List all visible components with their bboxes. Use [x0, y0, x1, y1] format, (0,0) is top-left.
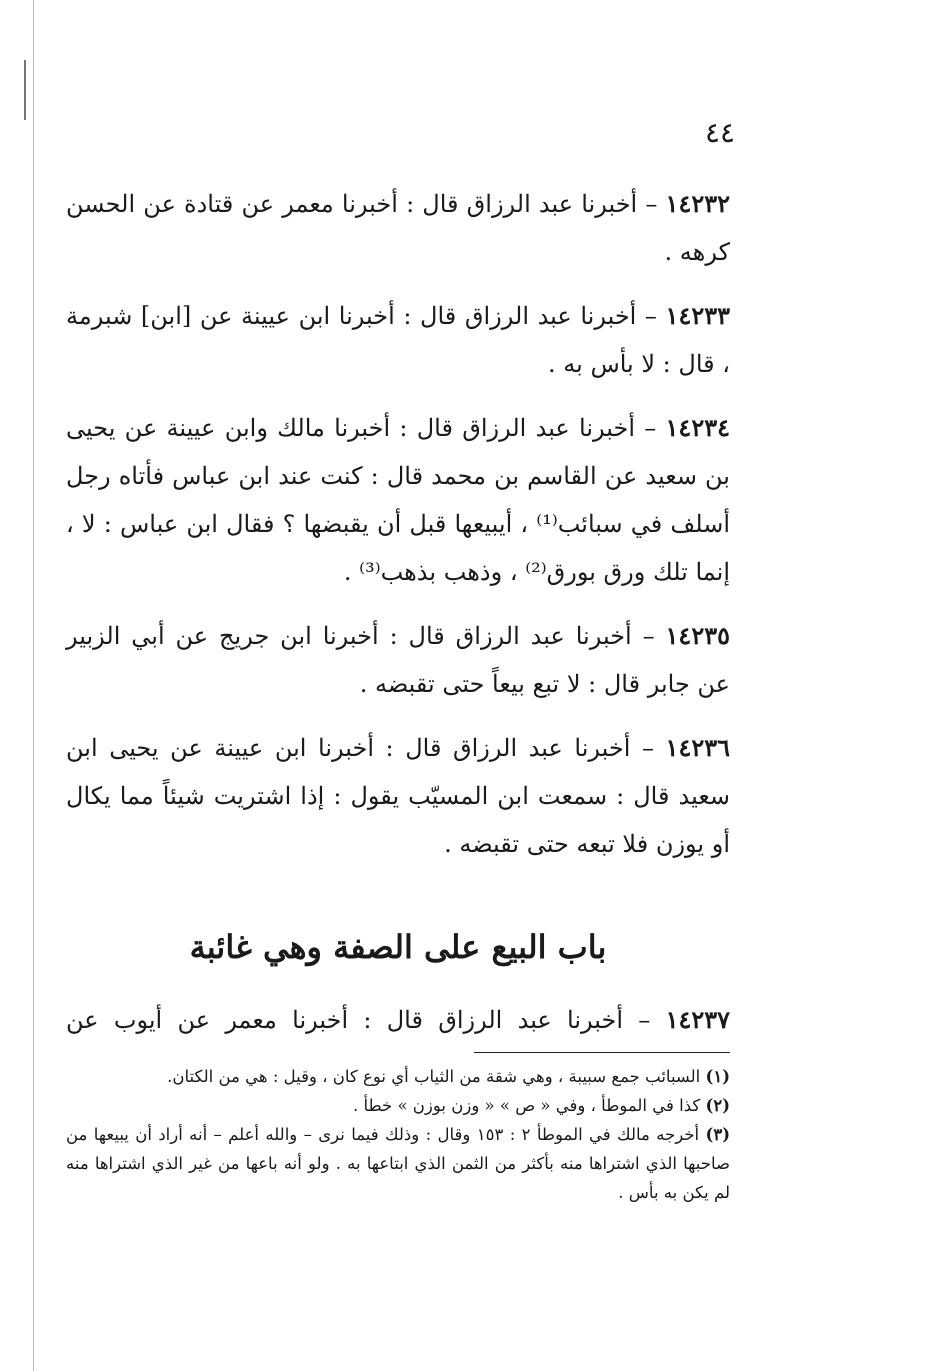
hadith-text: – أخبرنا عبد الرزاق قال : أخبرنا ابن عيينة عن [ابن] شبرمة ، قال : لا بأس به .: [66, 302, 730, 378]
footnote-text: أخرجه مالك في الموطأ ٢ : ١٥٣ وقال : وذلك فيما نرى – والله أعلم – أنه أراد أن يبيعها من صاحبها الذي اشتراها منه بأكثر من الثمن الذي ابتاعها به . ولو أنه باعها من غير الذي اشتراها منه لم يكن به بأس .: [66, 1125, 730, 1202]
hadith-text: – أخبرنا عبد الرزاق قال : أخبرنا معمر عن أيوب عن: [66, 1006, 651, 1034]
hadith-entry-14236: [66, 724, 730, 868]
hadith-entry-14232: [66, 180, 730, 276]
footnote-text: السبائب جمع سبيبة ، وهي شقة من الثياب أي نوع كان ، وقيل : هي من الكتان.: [167, 1067, 701, 1086]
hadith-number: ١٤٢٣٤: [665, 413, 730, 442]
footnote-1: [66, 1062, 730, 1091]
footnote-2: [66, 1091, 730, 1120]
footnote-marker: (٣): [705, 1125, 730, 1144]
footnote-marker: (٢): [705, 1096, 730, 1115]
footnote-3: [66, 1120, 730, 1207]
hadith-text: – أخبرنا عبد الرزاق قال : أخبرنا معمر عن قتادة عن الحسن كرهه .: [66, 190, 730, 266]
hadith-entry-14233: [66, 292, 730, 388]
page-number: ٤٤: [704, 116, 736, 149]
hadith-number: ١٤٢٣٦: [665, 733, 730, 762]
hadith-number: ١٤٢٣٢: [665, 189, 730, 218]
hadith-number: ١٤٢٣٣: [665, 301, 730, 330]
hadith-text: – أخبرنا عبد الرزاق قال : أخبرنا ابن عيينة عن يحيى ابن سعيد قال : سمعت ابن المسيّب يقول : إذا اشتريت شيئاً مما يكال أو يوزن فلا تبعه حتى تقبضه .: [66, 734, 730, 858]
hadith-number: ١٤٢٣٥: [665, 621, 730, 650]
chapter-heading: باب البيع على الصفة وهي غائبة: [189, 928, 607, 966]
footnotes: [66, 1062, 730, 1207]
hadith-entry-14237: [66, 996, 730, 1044]
footnote-marker: (١): [705, 1067, 730, 1086]
hadith-entry-14235: [66, 612, 730, 708]
hadith-number: ١٤٢٣٧: [665, 1005, 731, 1034]
footnote-text: كذا في الموطأ ، وفي « ص » « وزن بوزن » خطأ .: [352, 1096, 701, 1115]
footnote-separator: [474, 1052, 730, 1053]
scan-edge-line: [33, 0, 34, 1371]
hadith-text: – أخبرنا عبد الرزاق قال : أخبرنا ابن جريج عن أبي الزبير عن جابر قال : لا تبع بيعاً حتى تقبضه .: [66, 622, 730, 698]
scan-margin-mark: [24, 60, 26, 120]
hadith-text: – أخبرنا عبد الرزاق قال : أخبرنا مالك وابن عيينة عن يحيى بن سعيد عن القاسم بن محمد قال : كنت عند ابن عباس فأتاه رجل أسلف في سبائب⁽¹⁾ ، أيبيعها قبل أن يقبضها ؟ فقال ابن عباس : لا ، إنما تلك ورق بورق⁽²⁾ ، وذهب بذهب⁽³⁾ .: [66, 414, 730, 586]
hadith-entry-14234: [66, 404, 730, 596]
